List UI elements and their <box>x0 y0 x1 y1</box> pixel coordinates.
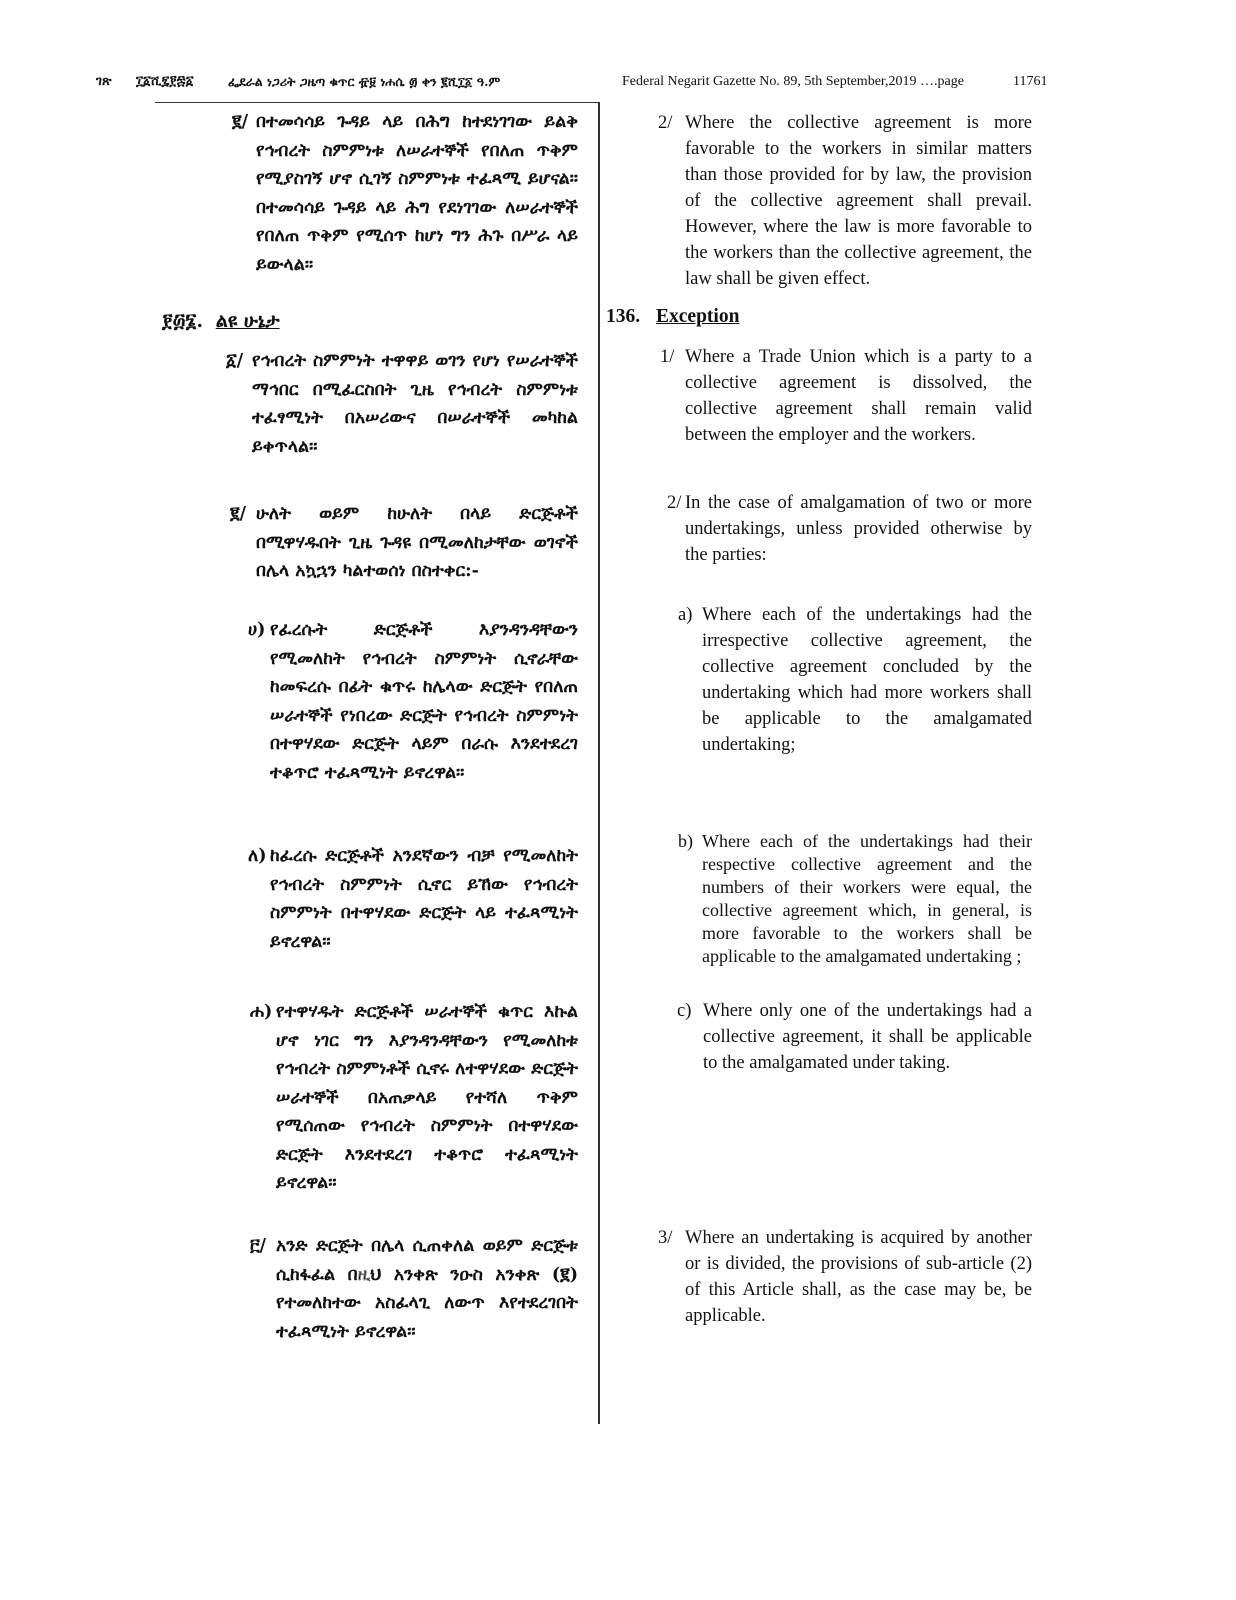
amharic-item2a-label: ሀ) <box>248 620 266 640</box>
english-item1-text: Where a Trade Union which is a party to a collective agreement is dissolved, the collective agreement shall remain valid between the employer and the workers. <box>685 347 1032 445</box>
page-header <box>0 70 1236 96</box>
english-item1-label: 1/ <box>660 347 675 367</box>
english-section-title: Exception <box>656 306 740 327</box>
amharic-sub-article-3 <box>250 1232 578 1346</box>
english-sub-article-1 <box>660 344 1032 448</box>
amharic-prev-sub-article-2 <box>232 108 578 279</box>
header-gazette-title-english: Federal Negarit Gazette No. 89, 5th September,2019 ….page <box>622 74 964 89</box>
header-rule <box>155 102 598 103</box>
english-item3-label: 3/ <box>658 1228 673 1248</box>
english-prev-2-label: 2/ <box>658 113 673 133</box>
amharic-item1-label: ፩/ <box>226 351 244 371</box>
amharic-section-title: ልዩ ሁኔታ <box>215 310 280 332</box>
english-item3-text: Where an undertaking is acquired by another or is divided, the provisions of sub-article (2) of this Article shall, as the case may be, be applicable. <box>685 1228 1032 1326</box>
amharic-section-heading <box>162 310 280 332</box>
amharic-item1-text: የኅብረት ስምምነት ተዋዋይ ወገን የሆነ የሠራተኞች ማኅበር በሚፈርስበት ጊዜ የኅብረት ስምምነቱ ተፈፃሚነት በአሠሪውና በሠራተኞች መካከል ይቀጥላል፡፡ <box>252 351 578 457</box>
english-paragraph-b <box>678 830 1032 968</box>
english-section-number: 136. <box>606 306 641 327</box>
english-prev-2-text: Where the collective agreement is more favorable to the workers in similar matters than those provided for by law, the provision of the collective agreement shall prevail. However, where the law is more favorable to the workers than the collective agreement, the law shall be given effect. <box>685 113 1032 289</box>
amharic-prev-2-label: ፪/ <box>232 112 248 132</box>
amharic-item2b-label: ለ) <box>248 846 267 866</box>
amharic-paragraph-a <box>248 616 578 787</box>
amharic-item2-label: ፪/ <box>230 504 246 524</box>
header-page-number: 11761 <box>1013 74 1048 89</box>
english-sub-article-3 <box>658 1225 1032 1329</box>
amharic-item3-text: አንድ ድርጅት በሌላ ሲጠቀለል ወይም ድርጅቱ ሲከፋፈል በዚህ አንቀጽ ንዑስ አንቀጽ (፪) የተመለከተው አስፈላጊ ለውጥ እየተደረገበት ተፈጻሚነት ይኖረዋል፡፡ <box>276 1236 578 1342</box>
header-gazette-title-amharic: ፌደራል ነጋሪት ጋዜጣ ቁጥር ፹፱ ነሐሴ ፴ ቀን ፪ሺ፲፩ ዓ.ም <box>228 74 501 89</box>
english-section-heading <box>606 306 739 328</box>
english-item2a-label: a) <box>678 605 693 625</box>
english-item2a-text: Where each of the undertakings had the irrespective collective agreement, the collective agreement concluded by the undertaking which had more workers shall be applicable to the amalgamated undertaking; <box>702 605 1032 755</box>
english-item2b-text: Where each of the undertakings had their respective collective agreement and the numbers of their workers were equal, the collective agreement which, in general, is more favorable to the workers shall be applicable to the amalgamated undertaking ; <box>702 831 1032 966</box>
english-item2-label: 2/ <box>667 493 682 513</box>
amharic-item2-text: ሁለት ወይም ከሁለት በላይ ድርጅቶች በሚዋሃዱበት ጊዜ ጉዳዩ በሚመለከታቸው ወገኖች በሌላ አኳኋን ካልተወሰነ በስተቀር:- <box>256 504 578 581</box>
amharic-paragraph-b <box>248 842 578 956</box>
amharic-prev-2-text: በተመሳሳይ ጉዳይ ላይ በሕግ ከተደነገገው ይልቅ የኅብረት ስምምነቱ ለሠራተኞች የበለጠ ጥቅም የሚያስገኝ ሆኖ ሲገኝ ስምምነቱ ተፈጻሚ ይሆናል፡፡ በተመሳሳይ ጉዳይ ላይ ሕግ የደነገገው ለሠራተኞች የበለጠ ጥቅም የሚሰጥ ከሆነ ግን ሕጉ በሥራ ላይ ይውላል፡፡ <box>256 112 578 275</box>
header-page-number-ethiopic: ፲፩ሺ፯፻፷፩ <box>136 74 194 89</box>
english-item2b-label: b) <box>678 831 693 851</box>
amharic-section-number: ፻፴፮. <box>162 310 204 332</box>
english-item2c-label: c) <box>677 1001 692 1021</box>
amharic-item2b-text: ከፈረሱ ድርጅቶች አንደኛውን ብቻ የሚመለከት የኅብረት ስምምነት ሲኖር ይኸው የኅብረት ስምምነት በተዋሃደው ድርጅት ላይ ተፈጻሚነት ይኖረዋል፡፡ <box>270 846 578 952</box>
amharic-sub-article-1 <box>226 347 578 461</box>
amharic-sub-article-2 <box>230 500 578 586</box>
english-item2-text: In the case of amalgamation of two or more undertakings, unless provided otherwise by the parties: <box>685 493 1032 565</box>
amharic-paragraph-c <box>250 998 578 1198</box>
amharic-item2c-text: የተዋሃዱት ድርጅቶች ሠራተኞች ቁጥር እኩል ሆኖ ነገር ግን እያንዳንዳቸውን የሚመለከቱ የኅብረት ስምምነቶች ሲኖሩ ለተዋሃደው ድርጅት ሠራተኞች በአጠቃላይ የተሻለ ጥቅም የሚሰጠው የኅብረት ስምምነት በተዋሃደው ድርጅት እንደተደረገ ተቆጥሮ ተፈጻሚነት ይኖረዋል፡፡ <box>276 1002 578 1193</box>
header-page-label-amharic: ገጽ <box>96 74 112 89</box>
amharic-item3-label: ፫/ <box>250 1236 267 1256</box>
amharic-item2c-label: ሐ) <box>250 1002 273 1022</box>
english-paragraph-a <box>678 602 1032 758</box>
english-sub-article-2 <box>667 490 1032 568</box>
column-divider <box>598 102 600 1424</box>
english-prev-sub-article-2 <box>658 110 1032 292</box>
english-item2c-text: Where only one of the undertakings had a collective agreement, it shall be applicable to the amalgamated under taking. <box>703 1001 1032 1073</box>
english-paragraph-c <box>677 998 1032 1076</box>
amharic-item2a-text: የፈረሱት ድርጅቶች እያንዳንዳቸውን የሚመለከት የኅብረት ስምምነት ሲኖራቸው ከመፍረሱ በፊት ቁጥሩ ከሌላው ድርጅት የበለጠ ሠራተኞች የነበረው ድርጅት የኅብረት ስምምነት በተዋሃደው ድርጅት ላይም በራሱ እንደተደረገ ተቆጥሮ ተፈጻሚነት ይኖረዋል፡፡ <box>270 620 578 783</box>
